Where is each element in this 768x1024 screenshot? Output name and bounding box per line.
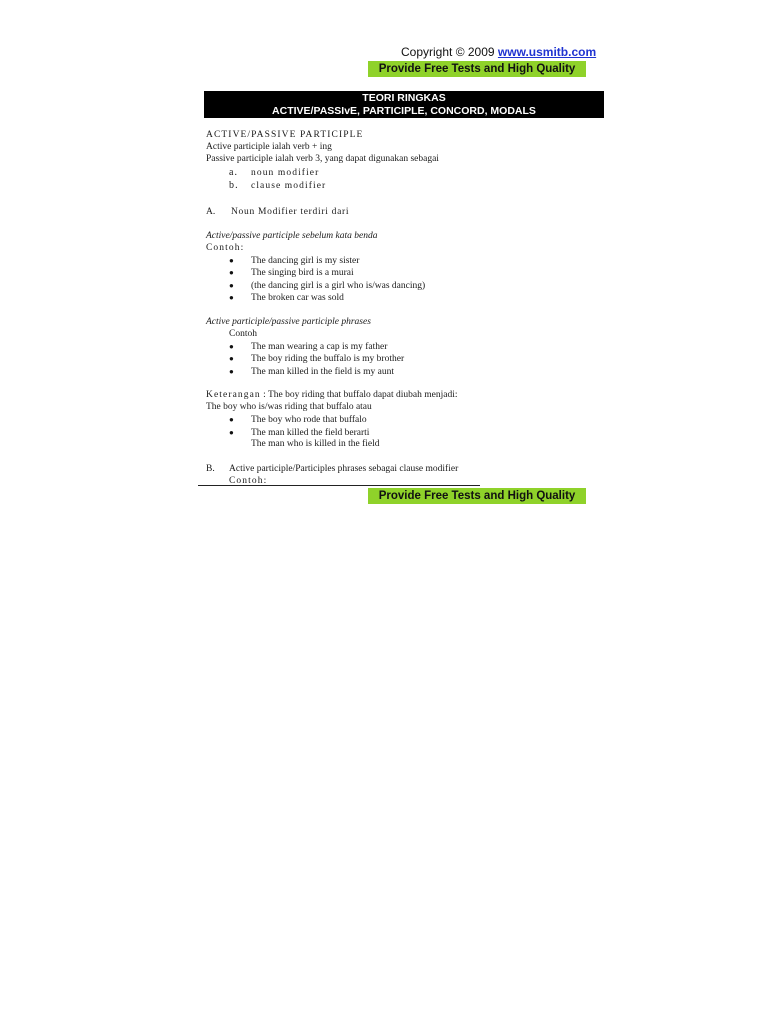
- copyright-text: Copyright © 2009: [401, 45, 498, 59]
- copyright-line: [401, 45, 596, 59]
- intro-heading: ACTIVE/PASSIVE PARTICIPLE: [206, 130, 364, 140]
- bullet-dot: ●: [229, 415, 234, 424]
- keterangan-line-2: The boy who is/was riding that buffalo atau: [206, 402, 372, 412]
- sub2-item: The man wearing a cap is my father: [251, 342, 388, 352]
- title-bar: [204, 91, 604, 118]
- keterangan-label: Keterangan: [206, 390, 261, 400]
- bullet-dot: ●: [229, 293, 234, 302]
- section-a-marker: A.: [206, 207, 216, 217]
- sub1-heading: Active/passive participle sebelum kata benda: [206, 231, 378, 241]
- keterangan-continuation: The man who is killed in the field: [251, 439, 380, 449]
- section-b-contoh: Contoh:: [229, 476, 268, 486]
- promo-banner-bottom: Provide Free Tests and High Quality: [368, 488, 586, 504]
- keterangan-item: The boy who rode that buffalo: [251, 415, 367, 425]
- page-bottom-rule: [198, 485, 480, 486]
- bullet-dot: ●: [229, 342, 234, 351]
- title-line-1: TEORI RINGKAS: [362, 92, 446, 104]
- bullet-dot: ●: [229, 367, 234, 376]
- sub2-heading: Active participle/passive participle phrases: [206, 317, 371, 327]
- sub1-item: (the dancing girl is a girl who is/was dancing): [251, 281, 426, 291]
- site-link[interactable]: www.usmitb.com: [497, 45, 597, 59]
- sub1-item: The dancing girl is my sister: [251, 256, 360, 266]
- section-a-title: Noun Modifier terdiri dari: [231, 207, 350, 217]
- sub2-item: The man killed in the field is my aunt: [251, 367, 394, 377]
- promo-banner-top: Provide Free Tests and High Quality: [368, 61, 586, 77]
- keterangan-line: [206, 389, 458, 401]
- intro-item-a-marker: a.: [229, 167, 239, 178]
- sub1-item: The singing bird is a murai: [251, 268, 354, 278]
- intro-item-a: noun modifier: [251, 168, 320, 178]
- sub1-item: The broken car was sold: [251, 293, 344, 303]
- bullet-dot: ●: [229, 354, 234, 363]
- title-line-2: ACTIVE/PASSIvE, PARTICIPLE, CONCORD, MODALS: [272, 105, 536, 117]
- sub1-contoh: Contoh:: [206, 243, 245, 253]
- intro-line-2: Passive participle ialah verb 3, yang dapat digunakan sebagai: [206, 154, 439, 164]
- bullet-dot: ●: [229, 428, 234, 437]
- intro-item-b: clause modifier: [251, 181, 327, 191]
- keterangan-text: : The boy riding that buffalo dapat diubah menjadi:: [260, 390, 458, 400]
- intro-line-1: Active participle ialah verb + ing: [206, 142, 332, 152]
- intro-item-b-marker: b.: [229, 180, 239, 191]
- keterangan-item: The man killed the field berarti: [251, 428, 370, 438]
- section-b-title: Active participle/Participles phrases sebagai clause modifier: [229, 464, 459, 474]
- bullet-dot: ●: [229, 268, 234, 277]
- sub2-item: The boy riding the buffalo is my brother: [251, 354, 405, 364]
- bullet-dot: ●: [229, 281, 234, 290]
- section-b-marker: B.: [206, 464, 215, 474]
- sub2-contoh: Contoh: [229, 329, 257, 339]
- bullet-dot: ●: [229, 256, 234, 265]
